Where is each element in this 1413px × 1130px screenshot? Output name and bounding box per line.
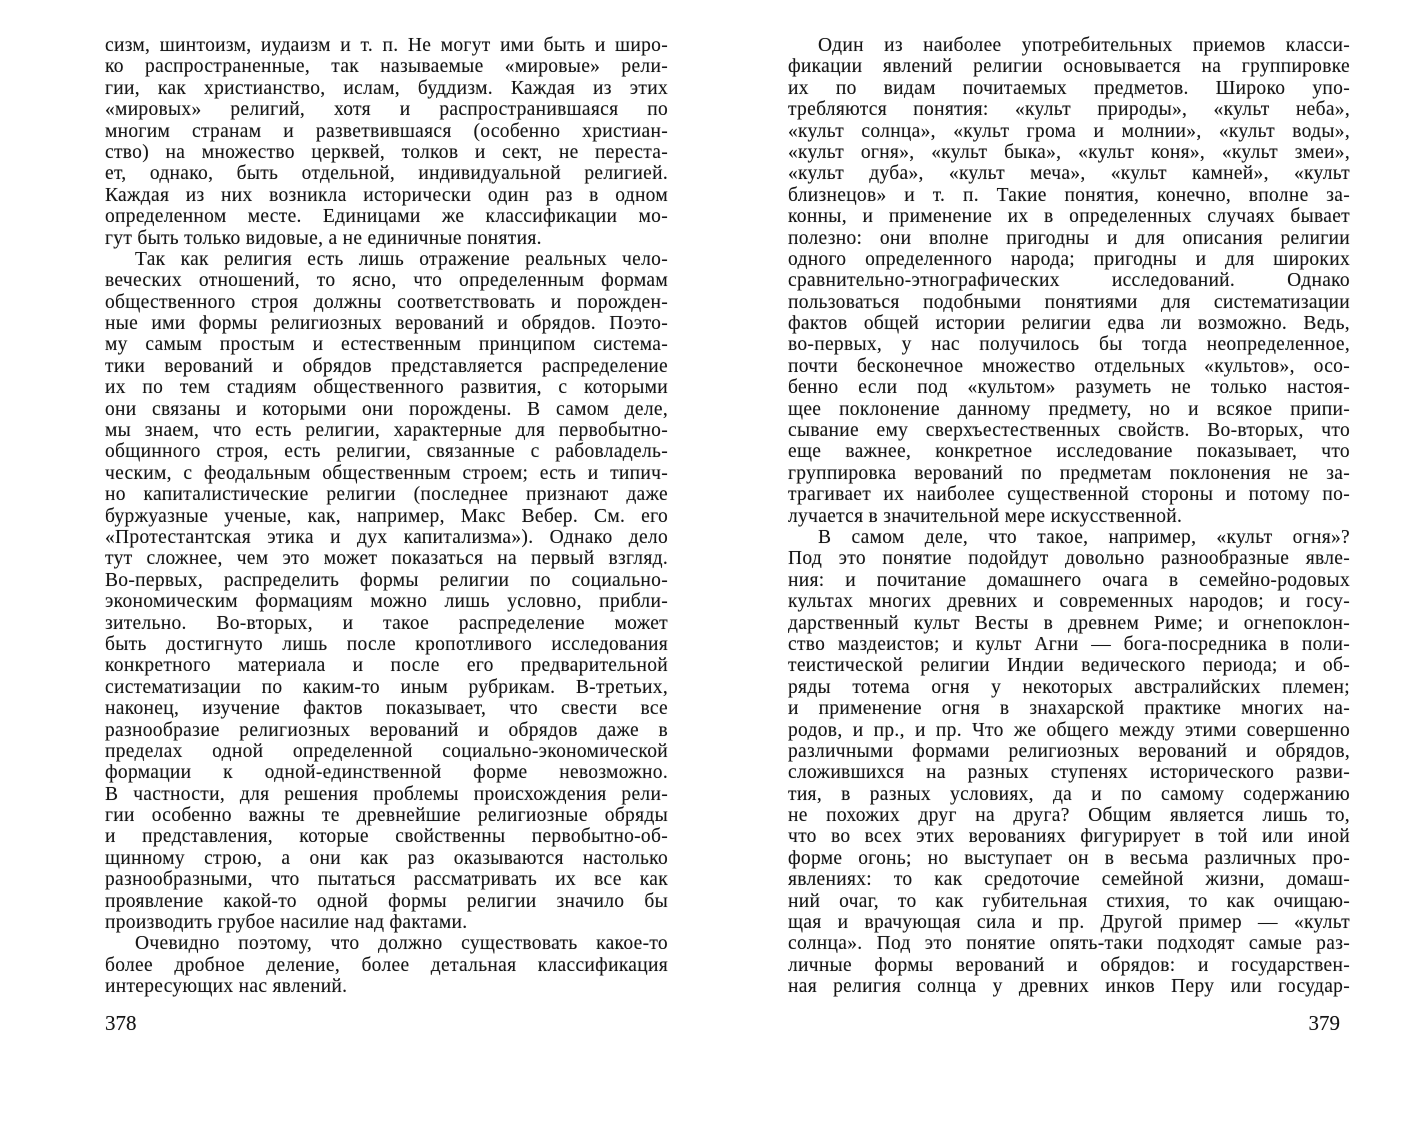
page-text — [105, 35, 668, 998]
text-line: и представления, которые свойственны первобытно-об- — [105, 826, 668, 848]
text-line: В частности, для решения проблемы происхождения рели- — [105, 783, 668, 805]
text-line: Во-первых, распределить формы религии по социально- — [105, 569, 668, 591]
text-line: ство) на множество церквей, толков и сект, не переста- — [105, 141, 668, 163]
text-line: Очевидно поэтому, что должно существовать какое-то — [135, 933, 668, 955]
text-line: ния: и почитание домашнего очага в семейно-родовых — [788, 569, 1350, 591]
text-line: сизм, шинтоизм, иудаизм и т. п. Не могут ими быть и широ- — [105, 35, 668, 56]
text-line: щая и врачующая сила и пр. Другой пример — «культ — [788, 912, 1350, 934]
text-line: веческих отношений, то ясно, что определенным формам — [105, 270, 668, 292]
text-line: одного определенного народа; пригодны и для широких — [788, 248, 1350, 270]
page-left — [105, 0, 668, 1130]
text-line: «мировых» религий, хотя и распространившаяся по — [105, 99, 668, 121]
text-line: общественного строя должны соответствовать и порожден- — [105, 291, 668, 313]
text-line: Один из наиболее употребительных приемов класси- — [818, 35, 1350, 56]
text-line: сывание ему сверхъестественных свойств. Во-вторых, что — [788, 420, 1350, 442]
text-line: солнца». Под это понятие опять-таки подходят самые раз- — [788, 933, 1350, 955]
text-line: дарственный культ Весты в древнем Риме; и огнепоклон- — [788, 612, 1350, 634]
text-line: зительно. Во-вторых, и такое распределение может — [105, 612, 668, 634]
text-line: В самом деле, что такое, например, «культ огня»? — [818, 526, 1350, 548]
text-line: тики верований и обрядов представляется распределение — [105, 355, 668, 377]
text-line: различными формами религиозных верований и обрядов, — [788, 740, 1350, 762]
text-line: ний очаг, то как губительная стихия, то как очищаю- — [788, 890, 1350, 912]
text-line: ная религия солнца у древних инков Перу или государ- — [788, 976, 1350, 998]
text-line: производить грубое насилие над фактами. — [105, 912, 468, 934]
text-line: и применение огня в знахарской практике многих на- — [788, 698, 1350, 720]
page-number: 378 — [105, 1011, 137, 1035]
text-line: сложившихся на разных ступенях исторического разви- — [788, 762, 1350, 784]
text-line: быть достигнуто лишь после кропотливого исследования — [105, 633, 668, 655]
text-line: что во всех этих верованиях фигурирует в той или иной — [788, 826, 1350, 848]
text-line: форме огонь; но выступает он в весьма различных про- — [788, 847, 1350, 869]
text-line: теистической религии Индии ведического периода; и об- — [788, 655, 1350, 677]
text-line: их по тем стадиям общественного развития, с которыми — [105, 377, 668, 399]
text-line: конкретного материала и после его предварительной — [105, 655, 668, 677]
text-line: еще важнее, конкретное исследование показывает, что — [788, 441, 1350, 463]
text-line: буржуазные ученые, как, например, Макс Вебер. См. его — [105, 505, 668, 527]
text-line: гут быть только видовые, а не единичные понятия. — [105, 227, 542, 249]
text-line: полезно: они вполне пригодны и для описания религии — [788, 227, 1350, 249]
text-line: разнообразными, что пытаться рассматривать их все как — [105, 869, 668, 891]
paragraph — [105, 35, 668, 249]
text-line: трагивает их наиболее существенной стороны и потому по- — [788, 484, 1350, 506]
text-line: Так как религия есть лишь отражение реальных чело- — [135, 248, 668, 270]
paragraph — [105, 249, 668, 934]
page-number: 379 — [1308, 1011, 1340, 1035]
text-line: ные ими формы религиозных верований и обрядов. Поэто- — [105, 313, 668, 335]
text-line: фикации явлений религии основывается на группировке — [788, 56, 1350, 78]
text-line: фактов общей истории религии едва ли возможно. Ведь, — [788, 313, 1350, 335]
text-line: формации к одной-единственной форме невозможно. — [105, 762, 668, 784]
text-line: личные формы верований и обрядов: и государствен- — [788, 954, 1350, 976]
text-line: родов, и пр., и пр. Что же общего между этими совершенно — [788, 719, 1350, 741]
text-line: щее поклонение данному предмету, но и всякое припи- — [788, 398, 1350, 420]
text-line: требляются понятия: «культ природы», «культ неба», — [788, 99, 1350, 121]
text-line: культах многих древних и современных народов; и госу- — [788, 591, 1350, 613]
text-line: определенном месте. Единицами же классификации мо- — [105, 206, 668, 228]
text-line: разнообразие религиозных верований и обрядов даже в — [105, 719, 668, 741]
text-line: мы знаем, что есть религии, характерные для первобытно- — [105, 420, 668, 442]
text-line: бенно если под «культом» разуметь не только настоя- — [788, 377, 1350, 399]
text-line: они связаны и которыми они порождены. В самом деле, — [105, 398, 668, 420]
text-line: но капиталистические религии (последнее признают даже — [105, 484, 668, 506]
text-line: лучается в значительной мере искусственной. — [788, 505, 1183, 527]
text-line: явлениях: то как средоточие семейной жизни, домаш- — [788, 869, 1350, 891]
text-line: Под это понятие подойдут довольно разнообразные явле- — [788, 548, 1350, 570]
text-line: «культ дуба», «культ меча», «культ камней», «культ — [788, 163, 1350, 185]
text-line: многим странам и разветвившаяся (особенно христиан- — [105, 120, 668, 142]
text-line: ческим, с феодальным общественным строем; есть и типич- — [105, 462, 668, 484]
text-line: наконец, изучение фактов показывает, что свести все — [105, 698, 668, 720]
text-line: «культ солнца», «культ грома и молнии», «культ воды», — [788, 120, 1350, 142]
paragraph — [788, 35, 1350, 527]
text-line: «культ огня», «культ быка», «культ коня», «культ змеи», — [788, 141, 1350, 163]
text-line: интересующих нас явлений. — [105, 976, 348, 998]
text-line: систематизации по каким-то иным рубрикам. В-третьих, — [105, 676, 668, 698]
text-line: пределах одной определенной социально-экономической — [105, 740, 668, 762]
text-line: близнецов» и т. п. Такие понятия, конечно, вполне за- — [788, 184, 1350, 206]
text-line: экономическим формациям можно лишь условно, прибли- — [105, 591, 668, 613]
text-line: пользоваться подобными понятиями для систематизации — [788, 291, 1350, 313]
text-line: не похожих друг на друга? Общим является лишь то, — [788, 805, 1350, 827]
text-line: общинного строя, есть религии, связанные с рабовладель- — [105, 441, 668, 463]
text-line: конны, и применение их в определенных случаях бывает — [788, 206, 1350, 228]
text-line: их по видам почитаемых предметов. Широко упо- — [788, 77, 1350, 99]
text-line: сравнительно-этнографических исследований. Однако — [788, 270, 1350, 292]
text-line: гии особенно важны те древнейшие религиозные обряды — [105, 805, 668, 827]
text-line: проявление какой-то одной формы религии значило бы — [105, 890, 668, 912]
text-line: щинному строю, а они как раз оказываются настолько — [105, 847, 668, 869]
paragraph — [788, 527, 1350, 998]
text-line: более дробное деление, более детальная классификация — [105, 954, 668, 976]
page-right — [788, 0, 1350, 1130]
text-line: му самым простым и естественным принципом система- — [105, 334, 668, 356]
text-line: гии, как христианство, ислам, буддизм. Каждая из этих — [105, 77, 668, 99]
text-line: ство маздеистов; и культ Агни — бога-посредника в поли- — [788, 633, 1350, 655]
text-line: «Протестантская этика и дух капитализма»). Однако дело — [105, 526, 668, 548]
text-line: тия, в разных условиях, да и по самому содержанию — [788, 783, 1350, 805]
text-line: ко распространенные, так называемые «мировые» рели- — [105, 56, 668, 78]
text-line: группировка верований по предметам поклонения не за- — [788, 462, 1350, 484]
text-line: ряды тотема огня у некоторых австралийских племен; — [788, 676, 1350, 698]
paragraph — [105, 933, 668, 997]
text-line: тут сложнее, чем это может показаться на первый взгляд. — [105, 548, 668, 570]
text-line: во-первых, у нас получилось бы тогда неопределенное, — [788, 334, 1350, 356]
text-line: Каждая из них возникла исторически один раз в одном — [105, 184, 668, 206]
text-line: ет, однако, быть отдельной, индивидуальной религией. — [105, 163, 668, 185]
text-line: почти бесконечное множество отдельных «культов», осо- — [788, 355, 1350, 377]
page-text — [788, 35, 1350, 998]
